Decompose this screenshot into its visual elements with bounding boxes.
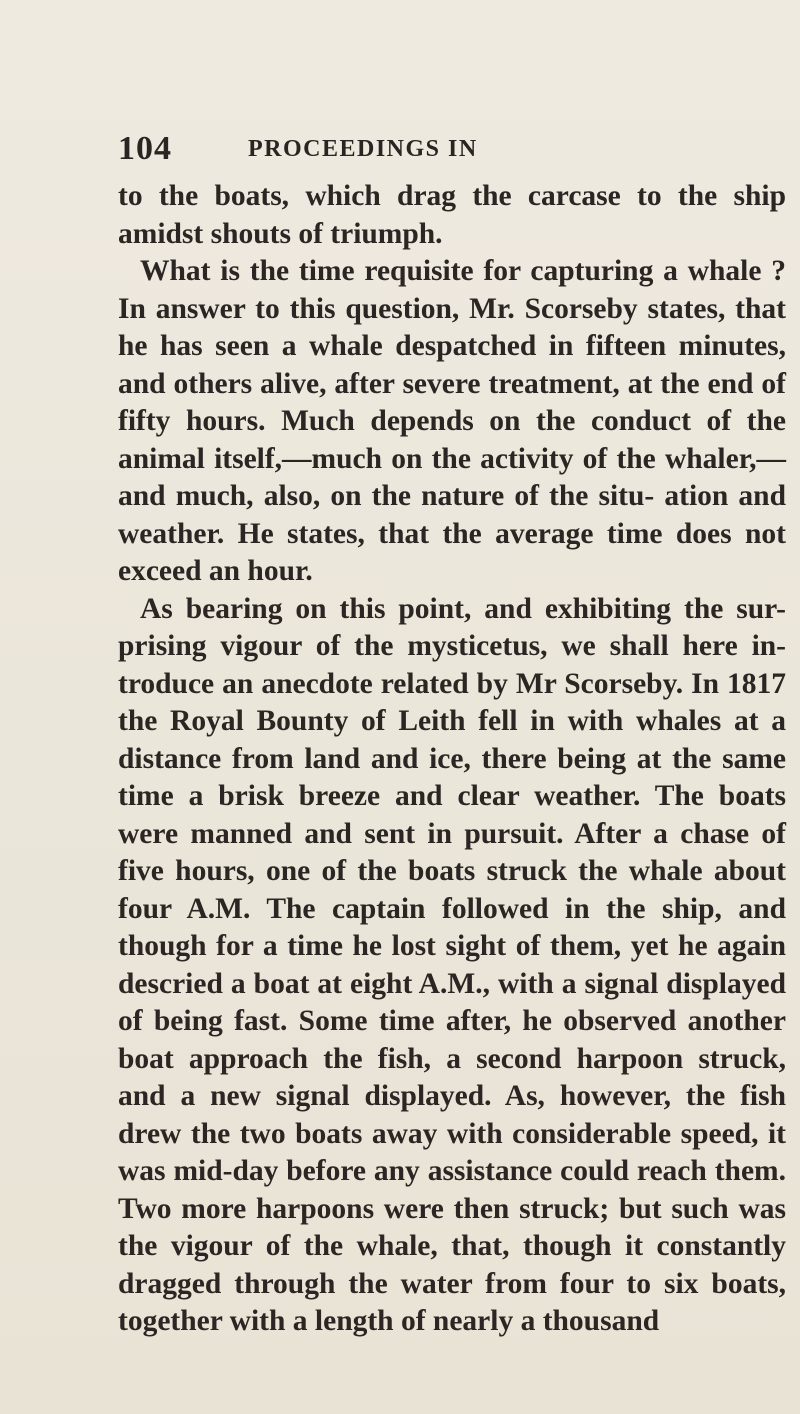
paragraph-royal-bounty-anecdote: As bearing on this point, and exhibiting the sur- prising vigour of the mysticetus, we shall here in- troduce an anecdote related by Mr Scorseby. In 1817 the Royal Bounty of Leith fell in with whales at a distance from land and ice, there being at the same time a brisk breeze and clear weather. The boats were manned and sent in pursuit. After a chase of five hours, one of the boats struck the whale about four A.M. The captain followed in the ship, and though for a time he lost sight of them, yet he again descried a boat at eight A.M., with a signal displayed of being fast. Some time after, he observed another boat approach the fish, a second harpoon struck, and a new signal displayed. As, however, the fish drew the two boats away with considerable speed, it was mid-day before any assistance could reach them. Two more harpoons were then struck; but such was the vigour of the whale, that, though it constantly dragged through the water from four to six boats, together with a length of nearly a thousand bbox=[118, 592, 786, 1337]
body-text bbox=[118, 178, 786, 1341]
paragraph-whale-capture-time: What is the time requisite for capturing a whale ? In answer to this question, Mr. Scorseby states, that he has seen a whale despatched in fifteen minutes, and others alive, after severe treatment, at the end of fifty hours. Much depends on the conduct of the animal itself,—much on the activity of the whaler,—and much, also, on the nature of the situ- ation and weather. He states, that the average time does not exceed an hour. bbox=[118, 255, 786, 587]
page-header bbox=[118, 130, 778, 170]
page-number: 104 bbox=[118, 130, 172, 167]
paragraph-continuation: to the boats, which drag the carcase to the ship amidst shouts of triumph. bbox=[118, 180, 786, 250]
running-head: PROCEEDINGS IN bbox=[248, 136, 478, 162]
